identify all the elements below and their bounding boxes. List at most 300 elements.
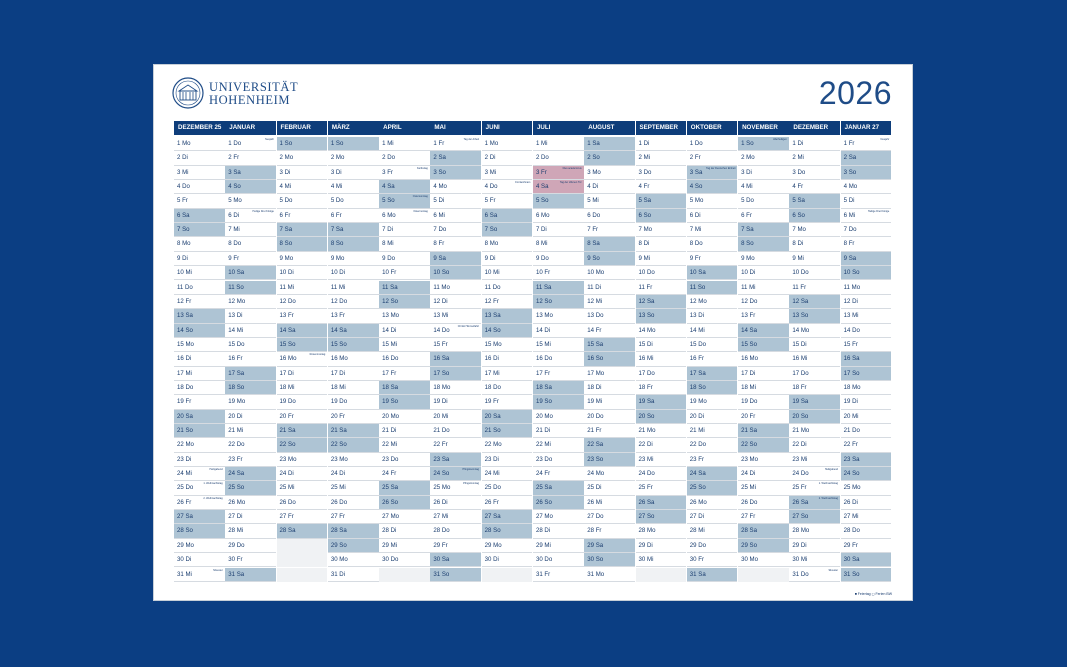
day-label: 4 Mi (279, 183, 292, 191)
day-cell (738, 496, 789, 510)
day-cell (277, 209, 328, 223)
day-label: 8 Mi (535, 240, 548, 248)
day-label: 3 Mo (587, 168, 601, 176)
day-cell (277, 137, 328, 151)
holiday-note: 2. Weihnachtstag (203, 496, 223, 500)
day-cell (482, 410, 533, 424)
day-cell (379, 438, 430, 452)
day-cell (789, 410, 840, 424)
day-cell (328, 338, 379, 352)
day-cell (328, 381, 379, 395)
holiday-note: Silvester (213, 568, 223, 572)
day-label: 19 Do (741, 398, 758, 406)
day-label: 13 Mi (433, 312, 449, 320)
day-cell (687, 410, 738, 424)
day-cell (482, 194, 533, 208)
day-label: 28 Fr (587, 527, 602, 535)
day-cell (636, 410, 687, 424)
logo-line-1: UNIVERSITÄT (209, 80, 299, 94)
day-cell (174, 524, 225, 538)
day-cell (841, 553, 892, 567)
day-cell (533, 467, 584, 481)
day-cell (738, 237, 789, 251)
day-label: 8 Di (638, 240, 650, 248)
holiday-note: Karfreitag (416, 166, 428, 170)
day-cell (687, 266, 738, 280)
day-label: 13 So (792, 312, 809, 320)
day-label: 24 Sa (228, 470, 245, 478)
day-label: 7 Mo (792, 226, 806, 234)
day-label: 12 Sa (638, 297, 655, 305)
holiday-note: Heilige Drei Könige (867, 209, 890, 213)
day-cell (174, 151, 225, 165)
day-cell (225, 180, 276, 194)
day-label: 15 Di (792, 340, 807, 348)
day-label: 17 So (843, 369, 860, 377)
day-cell (738, 381, 789, 395)
day-label: 7 Sa (330, 226, 344, 234)
day-cell (174, 395, 225, 409)
day-label: 20 Fr (330, 412, 346, 420)
day-label: 17 Do (792, 369, 809, 377)
day-label: 18 Mo (843, 383, 861, 391)
day-cell (174, 295, 225, 309)
day-cell (687, 309, 738, 323)
day-cell (789, 252, 840, 266)
day-label: 18 Sa (382, 383, 399, 391)
day-label: 10 Do (792, 269, 809, 277)
day-label: 14 Di (535, 326, 551, 334)
day-label: 23 Mi (792, 455, 808, 463)
day-cell (277, 453, 328, 467)
day-label: 14 So (484, 326, 501, 334)
day-cell (328, 266, 379, 280)
day-cell (687, 252, 738, 266)
day-cell (687, 467, 738, 481)
holiday-note: Heilige Drei Könige (252, 209, 274, 213)
day-cell (328, 524, 379, 538)
day-label: 31 So (433, 570, 450, 578)
day-label: 9 Mo (279, 254, 294, 262)
day-cell (174, 568, 225, 582)
day-label: 29 Sa (587, 541, 604, 549)
day-label: 4 Mi (330, 183, 343, 191)
day-label: 6 Fr (279, 211, 291, 219)
day-label: 31 Mo (587, 570, 605, 578)
day-cell (225, 539, 276, 553)
day-label: 30 Di (484, 556, 499, 564)
day-label: 9 Mo (330, 254, 345, 262)
day-label: 14 Fr (587, 326, 602, 334)
day-label: 23 Mo (741, 455, 759, 463)
day-label: 3 Do (792, 168, 806, 176)
day-cell (174, 539, 225, 553)
day-label: 21 Mi (228, 427, 244, 434)
day-cell (430, 166, 481, 180)
day-cell (584, 324, 635, 338)
day-cell (430, 352, 481, 366)
day-cell (174, 309, 225, 323)
day-cell (277, 410, 328, 424)
day-cell (379, 166, 430, 180)
day-label: 26 So (382, 498, 399, 506)
day-label: 27 Mi (843, 513, 859, 521)
day-label: 20 Mi (433, 412, 449, 420)
day-cell (738, 438, 789, 452)
day-label: 8 Mi (382, 240, 394, 248)
day-label: 25 Mo (843, 484, 861, 492)
day-label: 9 Di (177, 254, 188, 262)
day-label: 23 Fr (689, 455, 705, 463)
day-cell (174, 166, 225, 180)
day-cell (789, 481, 840, 495)
day-cell (430, 553, 481, 567)
holiday-note: Pfingstsonntag (462, 468, 480, 472)
day-label: 21 Mo (792, 427, 810, 434)
day-cell (379, 496, 430, 510)
day-label: 27 Fr (741, 513, 756, 521)
day-label: 20 Fr (279, 412, 294, 420)
day-cell (533, 252, 584, 266)
day-cell (789, 568, 840, 582)
day-cell (789, 137, 840, 151)
day-label: 16 Mo (279, 355, 297, 363)
day-cell (533, 324, 584, 338)
day-label: 2 Mo (279, 154, 294, 162)
legend: ■ Feiertag ◻ Ferien BW (854, 592, 892, 596)
day-label: 27 Fr (279, 513, 294, 521)
day-label: 12 Di (433, 297, 448, 305)
month-header: AUGUST (584, 121, 635, 135)
day-label: 2 Mo (330, 154, 345, 162)
day-label: 25 Do (177, 484, 194, 492)
holiday-note: Neujahr (880, 138, 890, 141)
day-cell (430, 438, 481, 452)
day-label: 18 Mi (279, 383, 295, 391)
day-label: 2 So (587, 154, 600, 162)
day-cell (738, 295, 789, 309)
day-cell (687, 209, 738, 223)
day-cell (841, 367, 892, 381)
day-cell (584, 496, 635, 510)
day-label: 26 Mo (228, 498, 246, 506)
day-label: 6 Sa (484, 211, 498, 219)
day-label: 22 Do (228, 441, 245, 449)
day-label: 1 Fr (843, 140, 855, 147)
day-label: 31 Di (330, 570, 346, 578)
day-label: 24 Di (279, 470, 294, 478)
month-header: DEZEMBER (789, 121, 840, 135)
day-label: 28 Mo (792, 527, 810, 535)
day-label: 22 Di (792, 441, 807, 449)
day-cell (636, 438, 687, 452)
day-label: 3 Di (330, 168, 342, 176)
day-cell (636, 209, 687, 223)
day-label: 25 Mi (741, 484, 756, 492)
day-label: 24 Fr (535, 470, 551, 478)
day-cell (225, 194, 276, 208)
day-cell (277, 424, 328, 438)
day-cell (841, 568, 892, 582)
day-label: 25 Do (484, 484, 501, 492)
day-cell (277, 309, 328, 323)
day-label: 12 Fr (177, 297, 192, 305)
day-cell (789, 194, 840, 208)
day-cell (174, 410, 225, 424)
day-cell (277, 496, 328, 510)
day-label: 14 Sa (279, 326, 296, 334)
day-label: 30 Mi (792, 556, 808, 564)
day-cell (430, 309, 481, 323)
day-cell (687, 496, 738, 510)
day-cell (430, 237, 481, 251)
day-label: 18 Mi (330, 383, 346, 391)
day-cell (789, 237, 840, 251)
day-label: 26 Fr (177, 498, 192, 506)
day-cell (277, 324, 328, 338)
day-cell (584, 352, 635, 366)
day-cell (841, 237, 892, 251)
day-cell (636, 510, 687, 524)
day-cell (636, 309, 687, 323)
day-cell (584, 424, 635, 438)
day-cell (482, 381, 533, 395)
day-label: 6 Mo (382, 211, 396, 219)
day-cell (174, 352, 225, 366)
day-cell (584, 568, 635, 582)
day-label: 29 Do (228, 541, 245, 549)
day-cell (636, 467, 687, 481)
day-cell (738, 553, 789, 567)
day-cell (584, 281, 635, 295)
day-label: 6 So (792, 211, 805, 219)
day-label: 12 Di (843, 297, 858, 305)
day-label: 21 Fr (587, 427, 602, 434)
day-cell (225, 266, 276, 280)
day-cell (482, 467, 533, 481)
day-label: 12 Mi (587, 297, 603, 305)
day-label: 5 Sa (638, 197, 652, 205)
day-label: 30 Mo (741, 556, 759, 564)
day-label: 20 Mo (535, 412, 553, 420)
empty-day-cell (738, 568, 789, 582)
day-label: 11 Mo (843, 283, 861, 291)
day-label: 13 Mo (535, 312, 553, 320)
day-label: 23 Di (177, 455, 192, 463)
day-label: 7 Mi (228, 226, 240, 234)
day-cell (328, 281, 379, 295)
day-cell (328, 568, 379, 582)
day-cell (430, 568, 481, 582)
day-cell (328, 395, 379, 409)
day-cell (584, 166, 635, 180)
day-label: 6 Mo (535, 211, 550, 219)
month-header: DEZEMBER 25 (174, 121, 225, 135)
day-cell (430, 324, 481, 338)
day-cell (789, 539, 840, 553)
day-label: 3 Sa (689, 168, 703, 176)
day-label: 3 So (433, 168, 446, 176)
day-cell (738, 367, 789, 381)
day-label: 14 Di (382, 326, 397, 334)
day-label: 9 Do (382, 254, 395, 262)
day-cell (841, 309, 892, 323)
day-label: 3 Di (741, 168, 752, 176)
day-label: 10 Mi (484, 269, 500, 277)
day-cell (174, 438, 225, 452)
day-cell (687, 438, 738, 452)
day-cell (430, 510, 481, 524)
day-label: 11 Fr (792, 283, 807, 291)
day-label: 24 So (843, 470, 860, 478)
empty-day-cell (482, 568, 533, 582)
day-cell (379, 194, 430, 208)
day-cell (738, 194, 789, 208)
day-label: 20 Sa (177, 412, 193, 420)
day-label: 4 So (228, 183, 241, 191)
calendar-year: 2026 (818, 75, 892, 111)
day-label: 23 Sa (433, 455, 450, 463)
day-label: 1 Do (689, 140, 703, 147)
day-cell (225, 367, 276, 381)
day-label: 3 Fr (382, 168, 393, 176)
day-cell (277, 281, 328, 295)
day-cell (482, 438, 533, 452)
day-label: 16 Sa (843, 355, 860, 363)
day-cell (687, 237, 738, 251)
day-cell (789, 209, 840, 223)
day-cell (379, 237, 430, 251)
day-cell (533, 424, 584, 438)
day-cell (789, 395, 840, 409)
day-label: 8 Do (689, 240, 703, 248)
day-cell (277, 381, 328, 395)
day-cell (328, 510, 379, 524)
day-label: 15 Sa (587, 340, 604, 348)
day-cell (533, 410, 584, 424)
day-label: 27 Di (689, 513, 705, 521)
day-cell (225, 309, 276, 323)
day-label: 28 Sa (741, 527, 758, 535)
day-label: 10 Di (741, 269, 756, 277)
day-label: 29 Fr (843, 541, 858, 549)
day-cell (687, 180, 738, 194)
day-cell (379, 309, 430, 323)
day-label: 24 Mi (177, 470, 192, 478)
day-label: 18 Fr (638, 383, 653, 391)
day-cell (584, 467, 635, 481)
day-label: 19 Sa (792, 398, 809, 406)
day-label: 12 Do (330, 297, 348, 305)
day-label: 22 So (741, 441, 758, 449)
day-label: 18 So (228, 383, 245, 391)
day-label: 31 Sa (228, 570, 245, 578)
day-label: 9 Sa (843, 254, 857, 262)
day-cell (789, 295, 840, 309)
day-cell (225, 524, 276, 538)
month-header: OKTOBER (687, 121, 738, 135)
day-label: 30 So (587, 556, 604, 564)
day-label: 15 Fr (843, 340, 858, 348)
day-label: 2 Mi (792, 154, 804, 162)
day-cell (584, 395, 635, 409)
day-cell (328, 194, 379, 208)
day-cell (482, 266, 533, 280)
day-cell (225, 510, 276, 524)
day-cell (636, 367, 687, 381)
day-cell (277, 295, 328, 309)
day-cell (482, 395, 533, 409)
day-cell (789, 524, 840, 538)
day-label: 7 So (177, 226, 190, 234)
day-label: 15 So (279, 340, 296, 348)
holiday-note: Silvester (828, 568, 839, 572)
day-label: 6 Di (228, 211, 240, 219)
day-cell (379, 352, 430, 366)
day-cell (636, 252, 687, 266)
day-label: 5 Mi (587, 197, 599, 205)
day-cell (738, 180, 789, 194)
day-cell (225, 352, 276, 366)
day-cell (430, 524, 481, 538)
day-label: 22 Mo (177, 441, 194, 449)
day-label: 24 Mi (484, 470, 500, 478)
day-label: 30 Di (177, 556, 192, 564)
day-label: 20 Di (689, 412, 705, 420)
day-label: 22 So (279, 441, 296, 449)
day-cell (789, 266, 840, 280)
day-cell (482, 352, 533, 366)
day-cell (430, 496, 481, 510)
day-cell (533, 453, 584, 467)
day-cell (636, 137, 687, 151)
day-label: 5 Di (843, 197, 855, 205)
calendar-poster (154, 65, 912, 600)
day-cell (738, 424, 789, 438)
month-header: MÄRZ (328, 121, 379, 135)
day-label: 27 Di (228, 513, 243, 521)
day-label: 14 Mi (228, 326, 244, 334)
day-label: 18 Mo (433, 383, 451, 391)
day-cell (328, 424, 379, 438)
day-cell (636, 424, 687, 438)
day-label: 16 So (587, 355, 604, 363)
day-label: 5 Mo (228, 197, 242, 205)
day-cell (841, 209, 892, 223)
day-label: 2 Mi (638, 154, 651, 162)
day-cell (636, 237, 687, 251)
day-cell (636, 151, 687, 165)
day-cell (738, 309, 789, 323)
holiday-note: Ostersonntag (412, 195, 428, 199)
day-cell (738, 539, 789, 553)
holiday-note: Allerheiligen (773, 138, 787, 141)
day-cell (174, 510, 225, 524)
day-cell (687, 510, 738, 524)
day-cell (277, 237, 328, 251)
day-label: 6 So (638, 211, 652, 219)
day-label: 1 Di (792, 140, 804, 147)
day-cell (738, 338, 789, 352)
day-cell (789, 438, 840, 452)
month-header: APRIL (379, 121, 430, 135)
day-cell (789, 324, 840, 338)
university-logo (172, 77, 302, 111)
day-label: 30 Do (535, 556, 553, 564)
day-cell (225, 281, 276, 295)
day-label: 6 Do (587, 211, 601, 219)
day-cell (584, 223, 635, 237)
